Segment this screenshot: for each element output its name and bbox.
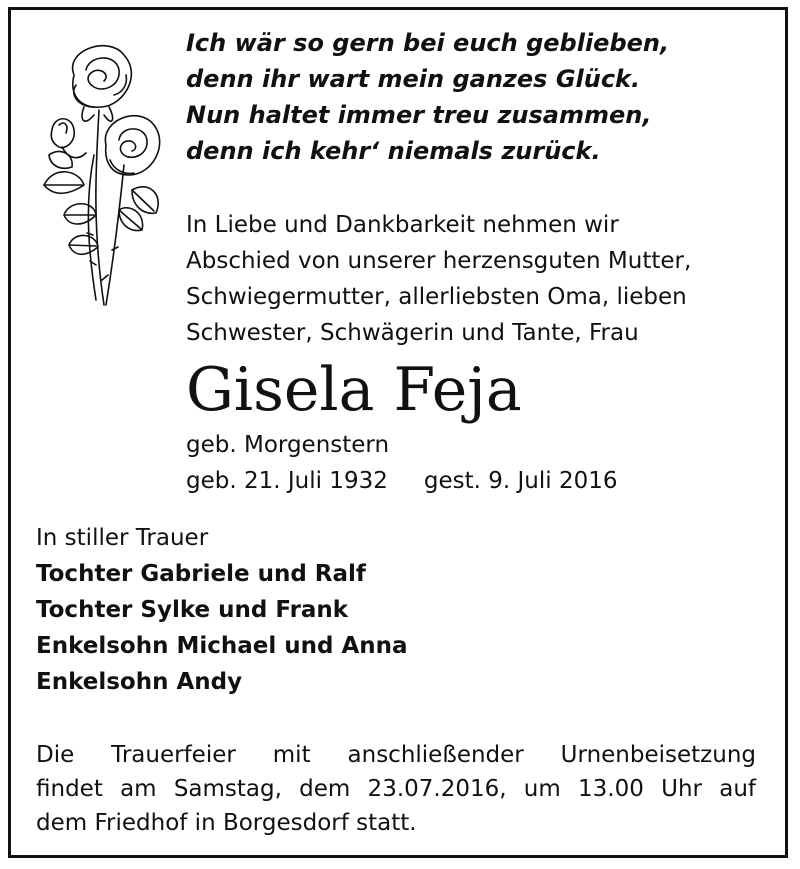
funeral-notice (36, 738, 756, 840)
intro-line: Schwiegermutter, allerliebsten Oma, lieben (186, 284, 687, 310)
funeral-line: findet am Samstag, dem 23.07.2016, um 13.00 Uhr auf (36, 776, 756, 802)
poem-line: Ich wär so gern bei euch geblieben, (186, 29, 670, 57)
intro-line: Abschied von unserer herzensguten Mutter, (186, 248, 692, 274)
mourner-name: Enkelsohn Andy (36, 669, 243, 695)
poem (186, 25, 669, 169)
mourners (36, 520, 408, 700)
mourner-name: Tochter Gabriele und Ralf (36, 561, 366, 587)
dates-row (186, 463, 617, 499)
funeral-line: Die Trauerfeier mit anschließender Urnenbeisetzung (36, 742, 756, 768)
intro-line: Schwester, Schwägerin und Tante, Frau (186, 320, 639, 346)
funeral-line: dem Friedhof in Borgesdorf statt. (36, 810, 417, 836)
death-date: gest. 9. Juli 2016 (423, 468, 618, 494)
poem-line: denn ihr wart mein ganzes Glück. (186, 65, 641, 93)
intro-text (186, 207, 746, 351)
maiden-name: geb. Morgenstern (186, 432, 390, 458)
poem-line: denn ich kehr‘ niemals zurück. (186, 137, 601, 165)
poem-line: Nun haltet immer treu zusammen, (186, 101, 652, 129)
birth-date: geb. 21. Juli 1932 (186, 468, 388, 494)
deceased-name: Gisela Feja (186, 355, 522, 425)
mourners-heading: In stiller Trauer (36, 525, 209, 551)
intro-line: In Liebe und Dankbarkeit nehmen wir (186, 212, 619, 238)
deceased-details (186, 427, 617, 499)
mourner-name: Tochter Sylke und Frank (36, 597, 349, 623)
mourner-name: Enkelsohn Michael und Anna (36, 633, 408, 659)
rose-illustration-icon (24, 35, 174, 335)
